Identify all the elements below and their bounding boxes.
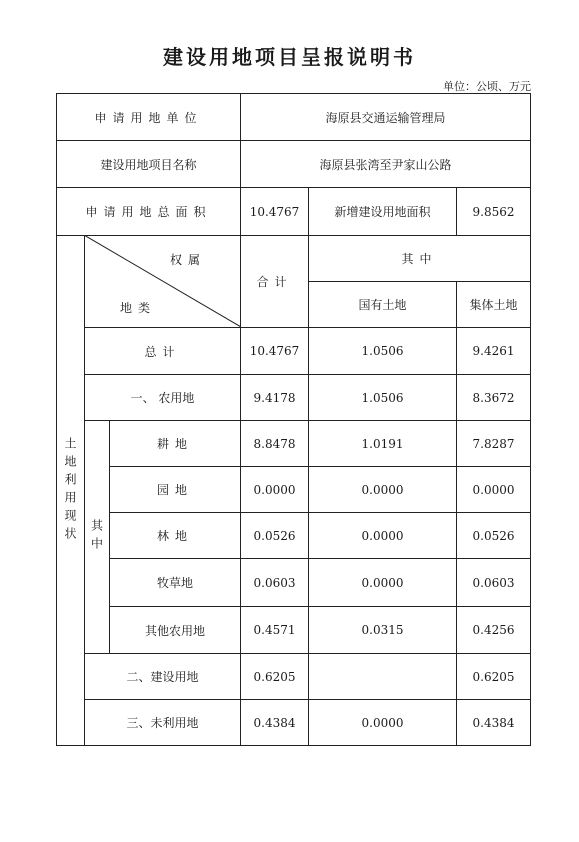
document-title: 建设用地项目呈报说明书 — [163, 45, 416, 69]
row-total: 9.4178 — [240, 374, 309, 421]
row-name: 林地 — [109, 512, 241, 559]
row-name: 一、 农用地 — [84, 374, 241, 421]
row-total: 0.6205 — [240, 653, 309, 700]
row-state: 1.0506 — [308, 327, 457, 375]
row-state: 0.0315 — [308, 606, 457, 654]
row-name: 二、建设用地 — [84, 653, 241, 700]
row-collective: 0.0526 — [456, 512, 531, 559]
row-total: 10.4767 — [240, 327, 309, 375]
row-total: 0.0603 — [240, 558, 309, 607]
row-total: 8.8478 — [240, 420, 309, 467]
project-label: 建设用地项目名称 — [56, 140, 241, 188]
area-value: 10.4767 — [240, 187, 309, 236]
row-total: 0.4571 — [240, 606, 309, 654]
among-header: 其中 — [308, 235, 531, 282]
row-state: 0.0000 — [308, 558, 457, 607]
state-land-header: 国有土地 — [308, 281, 457, 328]
new-area-value: 9.8562 — [456, 187, 531, 236]
row-name: 其他农用地 — [109, 606, 241, 654]
unit-note: 单位：公顷、万元 — [443, 80, 531, 93]
ownership-header: 权属 — [170, 253, 207, 267]
row-total: 0.4384 — [240, 699, 309, 746]
row-name: 总计 — [84, 327, 241, 375]
applicant-label: 申请用地单位 — [56, 93, 241, 141]
row-name: 耕地 — [109, 420, 241, 467]
row-collective: 8.3672 — [456, 374, 531, 421]
row-collective: 9.4261 — [456, 327, 531, 375]
row-state: 1.0506 — [308, 374, 457, 421]
row-state: 0.0000 — [308, 466, 457, 513]
row-name: 牧草地 — [109, 558, 241, 607]
row-state: 0.0000 — [308, 512, 457, 559]
total-header: 合计 — [240, 235, 309, 328]
row-collective: 0.0603 — [456, 558, 531, 607]
row-collective: 0.4384 — [456, 699, 531, 746]
project-value: 海原县张湾至尹家山公路 — [240, 140, 531, 188]
row-state: 0.0000 — [308, 699, 457, 746]
category-header: 地类 — [120, 301, 157, 315]
new-area-label: 新增建设用地面积 — [308, 187, 457, 236]
row-name: 三、未利用地 — [84, 699, 241, 746]
row-name: 园地 — [109, 466, 241, 513]
area-label: 申请用地总面积 — [56, 187, 241, 236]
row-state: 1.0191 — [308, 420, 457, 467]
row-collective: 7.8287 — [456, 420, 531, 467]
applicant-value: 海原县交通运输管理局 — [240, 93, 531, 141]
row-total: 0.0000 — [240, 466, 309, 513]
collective-land-header: 集体土地 — [456, 281, 531, 328]
land-status-text: 土地利用现状 — [63, 436, 77, 545]
row-state — [308, 653, 457, 700]
among-side-text: 其中 — [89, 519, 104, 555]
row-collective: 0.0000 — [456, 466, 531, 513]
row-collective: 0.4256 — [456, 606, 531, 654]
diagonal-line — [84, 235, 241, 327]
row-total: 0.0526 — [240, 512, 309, 559]
among-side-label — [84, 420, 110, 654]
row-collective: 0.6205 — [456, 653, 531, 700]
land-status-side-label — [56, 235, 85, 746]
